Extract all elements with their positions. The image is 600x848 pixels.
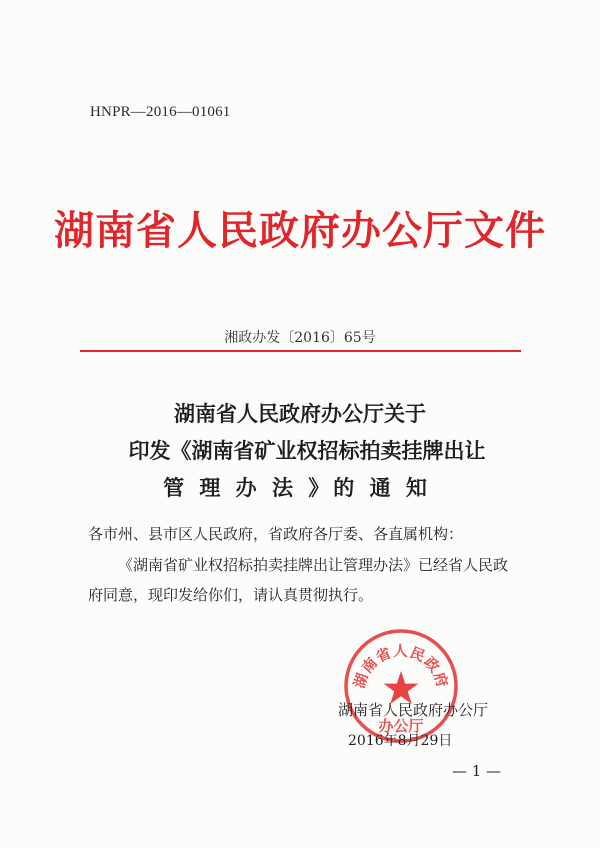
page-number: — 1 — (452, 762, 502, 780)
red-divider-line (80, 350, 521, 352)
document-code: HNPR—2016—01061 (90, 104, 231, 120)
svg-text:湖南省人民政府: 湖南省人民政府 (351, 644, 451, 691)
notice-title-line-3: 管 理 办 法 》的 通 知 (163, 475, 431, 500)
document-number: 湘政办发〔2016〕65号 (224, 330, 376, 346)
issuer-name: 湖南省人民政府办公厅 (338, 701, 489, 719)
notice-title (0, 395, 600, 506)
official-seal-stamp (342, 627, 460, 745)
svg-text:办公厅: 办公厅 (378, 717, 424, 735)
recipients-line: 各市州、县市区人民政府，省政府各厅委、各直属机构： (88, 525, 464, 543)
notice-title-line-1: 湖南省人民政府办公厅关于 (174, 401, 426, 426)
body-paragraph (88, 550, 518, 610)
issue-date: 2016年8月29日 (348, 733, 453, 749)
body-text: 《湖南省矿业权招标拍卖挂牌出让管理办法》已经省人民政府同意，现印发给你们，请认真贯彻执行。 (88, 556, 509, 604)
notice-title-line-2: 印发《湖南省矿业权招标拍卖挂牌出让 (128, 438, 486, 463)
header-title: 湖南省人民政府办公厅文件 (54, 207, 546, 254)
